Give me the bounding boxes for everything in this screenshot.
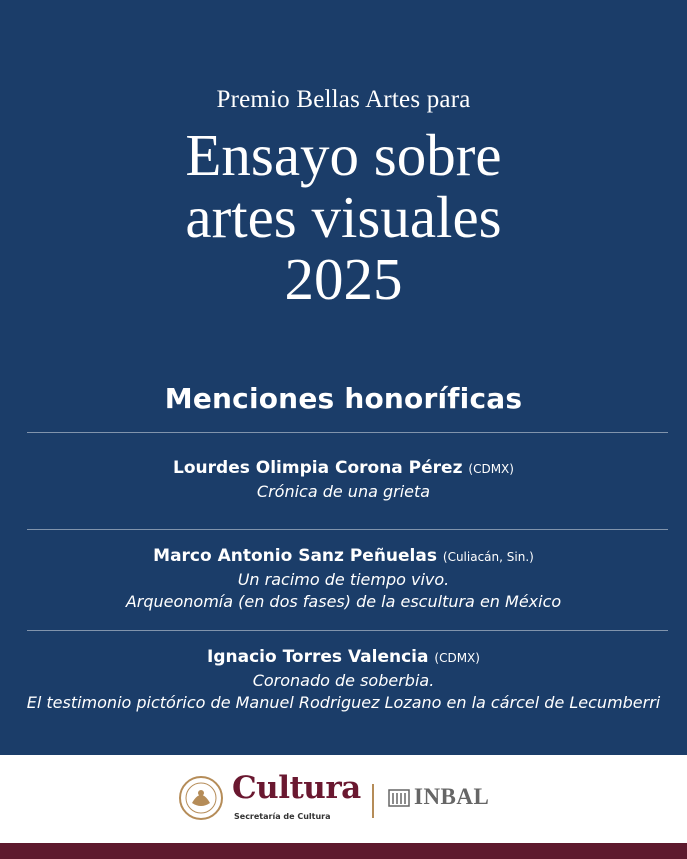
cultura-subtitle: Secretaría de Cultura — [234, 812, 331, 821]
divider-line — [27, 630, 668, 631]
mention-work: El testimonio pictórico de Manuel Rodriguez Lozano en la cárcel de Lecumberri — [26, 693, 661, 712]
mention-location: (CDMX) — [468, 462, 514, 476]
cultura-logo: Cultura — [232, 770, 361, 806]
mention-location: (Culiacán, Sin.) — [442, 550, 534, 564]
logo-divider — [372, 784, 374, 818]
footer-bar — [0, 843, 687, 859]
mention-work: Un racimo de tiempo vivo. — [237, 570, 450, 589]
title-line: Ensayo sobre — [185, 122, 502, 188]
mention-name-line — [0, 645, 687, 670]
award-title — [0, 124, 687, 310]
mention-location: (CDMX) — [434, 651, 480, 665]
title-line: 2025 — [284, 246, 403, 312]
award-subtitle: Premio Bellas Artes para — [216, 86, 471, 113]
mention-name-line — [0, 456, 687, 481]
mention-name-line — [0, 544, 687, 569]
section-heading: Menciones honoríficas — [164, 382, 523, 415]
mention-entry — [0, 544, 687, 613]
divider-line — [27, 529, 668, 530]
divider-line — [27, 432, 668, 433]
mention-name: Lourdes Olimpia Corona Pérez — [173, 458, 463, 478]
title-line: artes visuales — [185, 184, 502, 250]
inbal-logo: INBAL — [414, 784, 490, 809]
mention-entry — [0, 456, 687, 503]
mention-work: Coronado de soberbia. — [252, 671, 435, 690]
mention-work: Crónica de una grieta — [256, 482, 431, 501]
mention-name: Ignacio Torres Valencia — [207, 647, 429, 667]
mention-work: Arqueonomía (en dos fases) de la escultura en México — [125, 592, 562, 611]
inbal-building-icon — [388, 788, 410, 808]
mention-entry — [0, 645, 687, 714]
mention-name: Marco Antonio Sanz Peñuelas — [153, 546, 437, 566]
national-seal-icon — [178, 775, 224, 821]
